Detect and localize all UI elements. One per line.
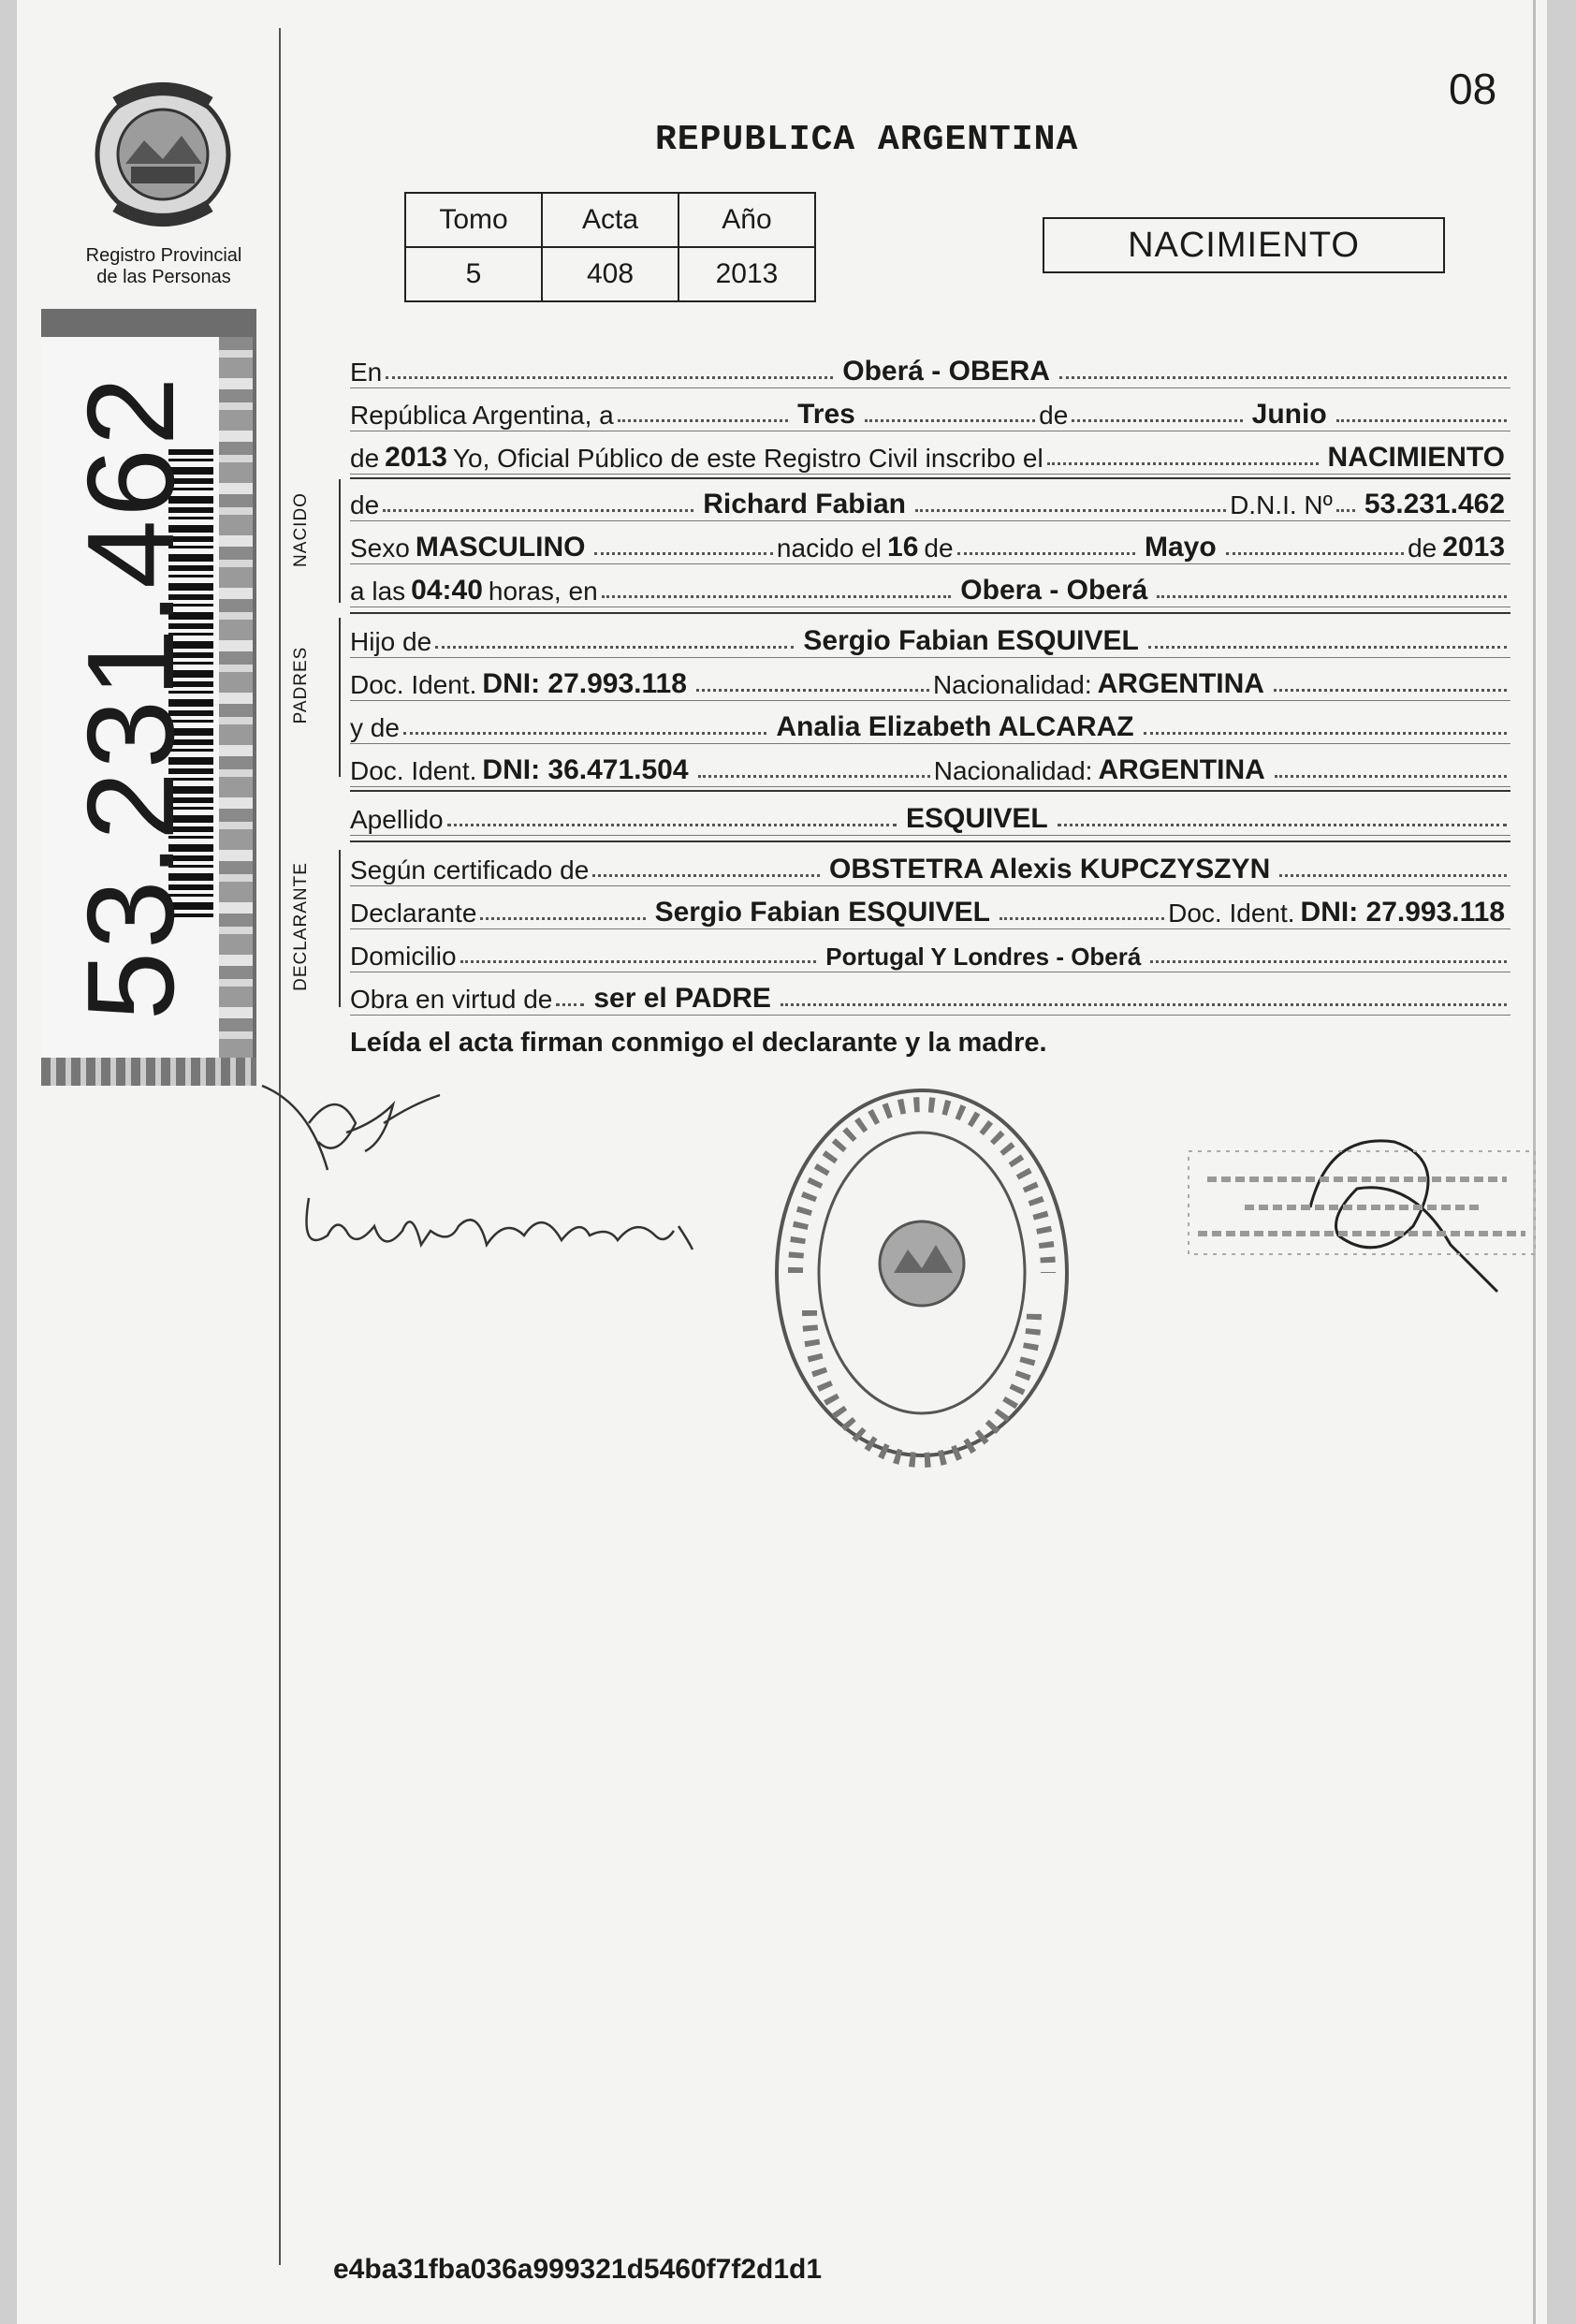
- declarant-signature: [262, 1086, 440, 1170]
- declarant-doc-label: Doc. Ident.: [1168, 899, 1295, 928]
- horas-label: horas, en: [488, 577, 598, 606]
- page-number: 08: [1449, 65, 1497, 113]
- birth-place-value: Obera - Oberá: [960, 575, 1148, 606]
- birth-day-value: 16: [887, 532, 919, 563]
- certificado-label: Según certificado de: [350, 855, 590, 884]
- delegate-signature-stamp: [1170, 1123, 1544, 1310]
- security-pattern: [219, 337, 253, 1060]
- nacido-el-label: nacido el: [776, 533, 883, 563]
- row-surname: [350, 794, 1510, 836]
- birth-month-value: Mayo: [1144, 532, 1217, 563]
- row-declarant: [350, 887, 1510, 929]
- month-value: Junio: [1251, 399, 1327, 430]
- y-de-label: y de: [350, 713, 400, 742]
- act-type-box: NACIMIENTO: [1043, 217, 1445, 273]
- birth-time-value: 04:40: [411, 575, 483, 606]
- section-bar-declarante: [339, 850, 341, 1007]
- row-place: [350, 346, 1510, 388]
- row-capacity: [350, 973, 1510, 1016]
- official-stamp: [767, 1086, 1076, 1479]
- declarant-doc-value: DNI: 27.993.118: [1300, 897, 1506, 928]
- declarant-name-value: Sergio Fabian ESQUIVEL: [654, 897, 990, 928]
- row-mother-doc: [350, 745, 1510, 787]
- dni-label: D.N.I. Nº: [1230, 490, 1333, 519]
- country-title: REPUBLICA ARGENTINA: [655, 120, 1079, 160]
- sexo-value: MASCULINO: [415, 532, 586, 563]
- tomo-header: Tomo: [405, 193, 542, 247]
- security-pattern-bottom: [41, 1058, 256, 1086]
- mother-doc-label: Doc. Ident.: [350, 756, 477, 785]
- document-hash: e4ba31fba036a999321d5460f7f2d1d1: [333, 2254, 823, 2285]
- hijo-de-label: Hijo de: [350, 627, 432, 656]
- record-table-header-row: [405, 193, 815, 247]
- closing-statement: Leída el acta firman conmigo el declarante y la madre.: [350, 1028, 1047, 1058]
- row-inscription: [350, 432, 1510, 475]
- delegate-signature: [1310, 1141, 1497, 1292]
- de2-label: de: [350, 444, 380, 473]
- father-doc-label: Doc. Ident.: [350, 670, 477, 699]
- apellido-value: ESQUIVEL: [905, 803, 1048, 834]
- registry-label: [66, 245, 262, 288]
- registry-label-line2: de las Personas: [96, 267, 231, 287]
- tomo-value: 5: [405, 247, 542, 301]
- day-value: Tres: [797, 399, 855, 430]
- row-sex-birthdate: [350, 522, 1510, 564]
- section-bar-nacido: [339, 479, 341, 603]
- child-name-value: Richard Fabian: [703, 489, 906, 519]
- place-value: Oberá - OBERA: [842, 356, 1050, 387]
- domicilio-label: Domicilio: [350, 942, 457, 971]
- year-value: 2013: [385, 442, 447, 473]
- anio-header: Año: [679, 193, 815, 247]
- section-label-padres: PADRES: [291, 646, 311, 724]
- section-label-nacido: NACIDO: [291, 492, 311, 567]
- record-table-value-row: [405, 247, 815, 301]
- child-dni-value: 53.231.462: [1364, 489, 1506, 519]
- father-name-value: Sergio Fabian ESQUIVEL: [803, 625, 1139, 656]
- address-value: Portugal Y Londres - Oberá: [825, 943, 1142, 971]
- row-father-doc: [350, 659, 1510, 701]
- inscribo-label: Yo, Oficial Público de este Registro Civil inscribo el: [452, 444, 1043, 473]
- mother-signature: [307, 1198, 693, 1250]
- delegate-stamp: [1189, 1151, 1535, 1254]
- row-date: [350, 389, 1510, 431]
- section-label-declarante: DECLARANTE: [291, 862, 311, 991]
- row-father: [350, 616, 1510, 658]
- father-nationality-label: Nacionalidad:: [932, 670, 1092, 699]
- row-time-place: [350, 565, 1510, 607]
- mother-doc-value: DNI: 36.471.504: [482, 754, 689, 785]
- event-value: NACIMIENTO: [1327, 442, 1505, 473]
- birth-de-label: de: [924, 533, 954, 563]
- registry-logo: [88, 75, 238, 243]
- row-child-name: [350, 479, 1510, 521]
- section-bar-padres: [339, 618, 341, 777]
- acta-header: Acta: [542, 193, 679, 247]
- registry-label-line1: Registro Provincial: [85, 245, 242, 266]
- republica-label: República Argentina, a: [350, 401, 614, 430]
- row-mother: [350, 702, 1510, 744]
- declarante-label: Declarante: [350, 899, 477, 928]
- child-de-label: de: [350, 490, 380, 519]
- signatures: [253, 1067, 739, 1292]
- father-doc-value: DNI: 27.993.118: [482, 668, 687, 699]
- father-nationality-value: ARGENTINA: [1097, 668, 1264, 699]
- apellido-label: Apellido: [350, 805, 444, 834]
- barcode-number: 53.231.462: [62, 373, 199, 1021]
- anio-value: 2013: [679, 247, 815, 301]
- acta-value: 408: [542, 247, 679, 301]
- mother-nationality-value: ARGENTINA: [1098, 754, 1265, 785]
- sexo-label: Sexo: [350, 533, 410, 563]
- mother-nationality-label: Nacionalidad:: [933, 756, 1093, 785]
- a-las-label: a las: [350, 577, 406, 606]
- en-label: En: [350, 358, 383, 387]
- birth-year-value: 2013: [1442, 532, 1506, 563]
- de-label: de: [1039, 401, 1069, 430]
- row-address: [350, 930, 1510, 972]
- mother-name-value: Analia Elizabeth ALCARAZ: [776, 711, 1134, 742]
- capacity-value: ser el PADRE: [593, 983, 771, 1014]
- row-certificate: [350, 844, 1510, 886]
- record-table: [404, 192, 816, 302]
- obra-label: Obra en virtud de: [350, 985, 553, 1014]
- birth-de2-label: de: [1408, 533, 1437, 563]
- certificate-value: OBSTETRA Alexis KUPCZYSZYN: [829, 854, 1271, 884]
